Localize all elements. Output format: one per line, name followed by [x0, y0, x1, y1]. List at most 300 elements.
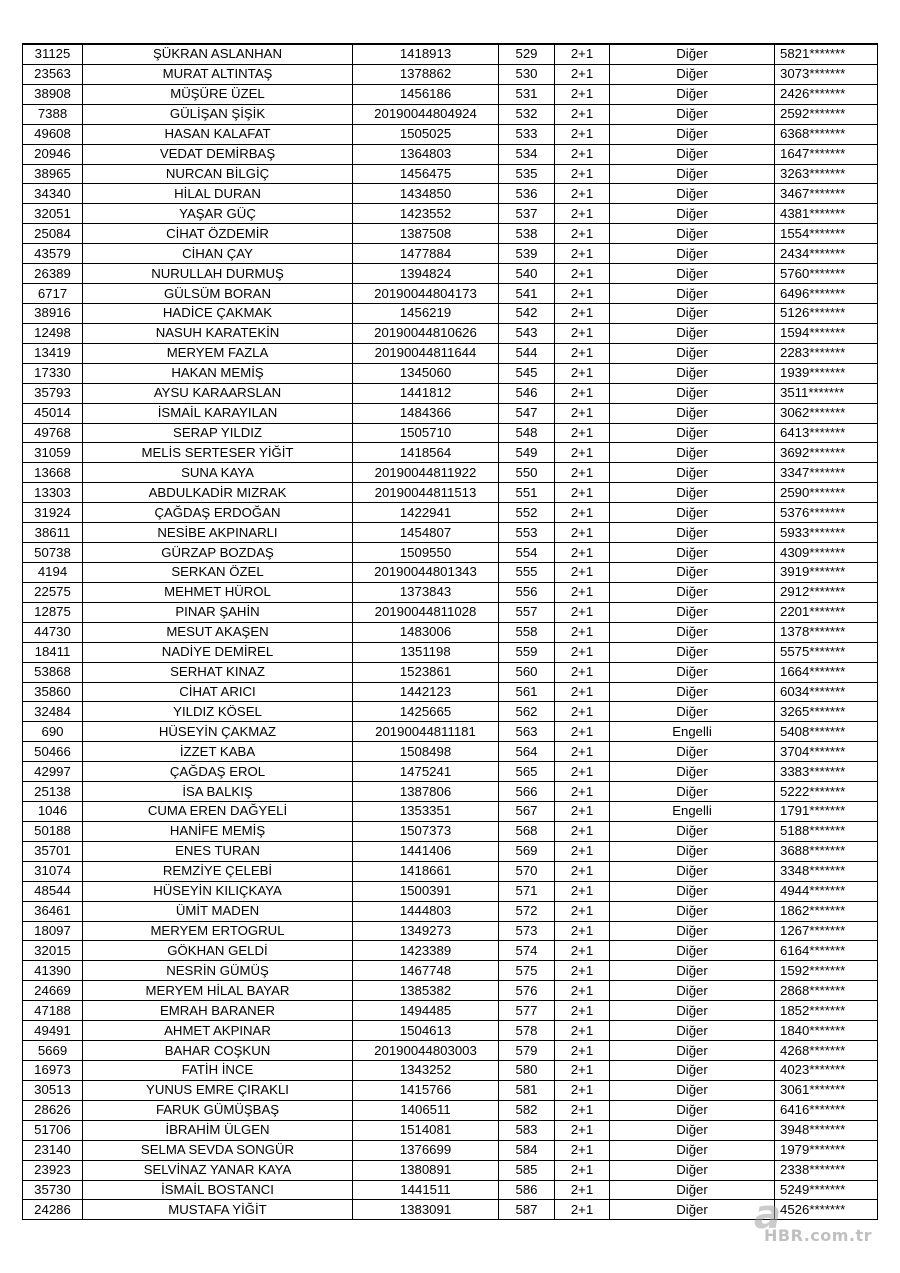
order-cell: 583	[499, 1120, 555, 1140]
order-cell: 556	[499, 582, 555, 602]
order-cell: 568	[499, 821, 555, 841]
room-type-cell: 2+1	[555, 802, 610, 822]
name-cell: İBRAHİM ÜLGEN	[83, 1120, 353, 1140]
category-cell: Diğer	[610, 523, 775, 543]
order-cell: 586	[499, 1180, 555, 1200]
application-no-cell: 1373843	[353, 582, 499, 602]
room-type-cell: 2+1	[555, 204, 610, 224]
room-type-cell: 2+1	[555, 1120, 610, 1140]
category-cell: Diğer	[610, 682, 775, 702]
row-no-cell: 44730	[23, 622, 83, 642]
name-cell: AYSU KARAARSLAN	[83, 383, 353, 403]
name-cell: İSMAİL BOSTANCI	[83, 1180, 353, 1200]
table-row	[23, 423, 878, 443]
category-cell: Diğer	[610, 323, 775, 343]
table-row	[23, 722, 878, 742]
id-no-cell: 5575*******	[775, 642, 878, 662]
name-cell: FATİH İNCE	[83, 1061, 353, 1081]
name-cell: NASUH KARATEKİN	[83, 323, 353, 343]
name-cell: GÜLİŞAN ŞİŞİK	[83, 104, 353, 124]
application-no-cell: 1415766	[353, 1080, 499, 1100]
order-cell: 566	[499, 782, 555, 802]
order-cell: 539	[499, 244, 555, 264]
table-row	[23, 144, 878, 164]
application-no-cell: 1505025	[353, 124, 499, 144]
table-row	[23, 921, 878, 941]
id-no-cell: 2201*******	[775, 602, 878, 622]
table-row	[23, 622, 878, 642]
row-no-cell: 25084	[23, 224, 83, 244]
category-cell: Diğer	[610, 1001, 775, 1021]
room-type-cell: 2+1	[555, 881, 610, 901]
application-no-cell: 1508498	[353, 742, 499, 762]
id-no-cell: 3347*******	[775, 463, 878, 483]
room-type-cell: 2+1	[555, 144, 610, 164]
room-type-cell: 2+1	[555, 1001, 610, 1021]
application-no-cell: 1425665	[353, 702, 499, 722]
name-cell: PINAR ŞAHİN	[83, 602, 353, 622]
name-cell: HASAN KALAFAT	[83, 124, 353, 144]
row-no-cell: 35793	[23, 383, 83, 403]
id-no-cell: 2283*******	[775, 343, 878, 363]
order-cell: 578	[499, 1021, 555, 1041]
category-cell: Diğer	[610, 1160, 775, 1180]
order-cell: 559	[499, 642, 555, 662]
category-cell: Engelli	[610, 802, 775, 822]
category-cell: Diğer	[610, 44, 775, 64]
row-no-cell: 13303	[23, 483, 83, 503]
application-no-cell: 20190044811028	[353, 602, 499, 622]
name-cell: NURCAN BİLGİÇ	[83, 164, 353, 184]
row-no-cell: 47188	[23, 1001, 83, 1021]
order-cell: 540	[499, 264, 555, 284]
id-no-cell: 3704*******	[775, 742, 878, 762]
table-row	[23, 303, 878, 323]
watermark-text: HBR.com.tr	[764, 1226, 873, 1245]
row-no-cell: 36461	[23, 901, 83, 921]
id-no-cell: 3348*******	[775, 861, 878, 881]
name-cell: CİHAT ARICI	[83, 682, 353, 702]
row-no-cell: 49608	[23, 124, 83, 144]
table-row	[23, 323, 878, 343]
row-no-cell: 23140	[23, 1140, 83, 1160]
order-cell: 587	[499, 1200, 555, 1220]
id-no-cell: 4526*******	[775, 1200, 878, 1220]
application-no-cell: 20190044804924	[353, 104, 499, 124]
table-row	[23, 1180, 878, 1200]
application-no-cell: 1477884	[353, 244, 499, 264]
category-cell: Diğer	[610, 204, 775, 224]
id-no-cell: 1267*******	[775, 921, 878, 941]
row-no-cell: 41390	[23, 961, 83, 981]
row-no-cell: 31074	[23, 861, 83, 881]
name-cell: HÜSEYİN ÇAKMAZ	[83, 722, 353, 742]
category-cell: Diğer	[610, 642, 775, 662]
id-no-cell: 5821*******	[775, 44, 878, 64]
name-cell: İZZET KABA	[83, 742, 353, 762]
id-no-cell: 2434*******	[775, 244, 878, 264]
room-type-cell: 2+1	[555, 44, 610, 64]
id-no-cell: 5222*******	[775, 782, 878, 802]
room-type-cell: 2+1	[555, 84, 610, 104]
order-cell: 562	[499, 702, 555, 722]
row-no-cell: 48544	[23, 881, 83, 901]
id-no-cell: 1791*******	[775, 802, 878, 822]
row-no-cell: 7388	[23, 104, 83, 124]
category-cell: Diğer	[610, 244, 775, 264]
name-cell: NESRİN GÜMÜŞ	[83, 961, 353, 981]
category-cell: Diğer	[610, 1021, 775, 1041]
category-cell: Diğer	[610, 1061, 775, 1081]
name-cell: NADİYE DEMİREL	[83, 642, 353, 662]
application-no-cell: 1504613	[353, 1021, 499, 1041]
watermark-logo	[744, 1192, 894, 1260]
category-cell: Diğer	[610, 184, 775, 204]
application-no-cell: 20190044811644	[353, 343, 499, 363]
category-cell: Diğer	[610, 921, 775, 941]
application-no-cell: 1454807	[353, 523, 499, 543]
row-no-cell: 23923	[23, 1160, 83, 1180]
name-cell: GÜLSÜM BORAN	[83, 284, 353, 304]
application-no-cell: 1418913	[353, 44, 499, 64]
application-no-cell: 1351198	[353, 642, 499, 662]
category-cell: Diğer	[610, 841, 775, 861]
category-cell: Diğer	[610, 363, 775, 383]
row-no-cell: 42997	[23, 762, 83, 782]
id-no-cell: 3692*******	[775, 443, 878, 463]
name-cell: MUSTAFA YİĞİT	[83, 1200, 353, 1220]
room-type-cell: 2+1	[555, 961, 610, 981]
row-no-cell: 38908	[23, 84, 83, 104]
id-no-cell: 6368*******	[775, 124, 878, 144]
category-cell: Diğer	[610, 901, 775, 921]
category-cell: Diğer	[610, 543, 775, 563]
room-type-cell: 2+1	[555, 622, 610, 642]
application-no-cell: 1500391	[353, 881, 499, 901]
order-cell: 570	[499, 861, 555, 881]
order-cell: 545	[499, 363, 555, 383]
id-no-cell: 6413*******	[775, 423, 878, 443]
id-no-cell: 6164*******	[775, 941, 878, 961]
order-cell: 555	[499, 562, 555, 582]
row-no-cell: 31125	[23, 44, 83, 64]
table-row	[23, 124, 878, 144]
application-no-cell: 1423389	[353, 941, 499, 961]
room-type-cell: 2+1	[555, 503, 610, 523]
table-row	[23, 1140, 878, 1160]
category-cell: Diğer	[610, 1200, 775, 1220]
order-cell: 542	[499, 303, 555, 323]
order-cell: 585	[499, 1160, 555, 1180]
id-no-cell: 2592*******	[775, 104, 878, 124]
table-row	[23, 503, 878, 523]
order-cell: 553	[499, 523, 555, 543]
table-row	[23, 1041, 878, 1061]
row-no-cell: 28626	[23, 1100, 83, 1120]
table-row	[23, 284, 878, 304]
row-no-cell: 23563	[23, 64, 83, 84]
id-no-cell: 3919*******	[775, 562, 878, 582]
id-no-cell: 6416*******	[775, 1100, 878, 1120]
category-cell: Diğer	[610, 981, 775, 1001]
application-no-cell: 20190044811922	[353, 463, 499, 483]
id-no-cell: 2868*******	[775, 981, 878, 1001]
category-cell: Diğer	[610, 84, 775, 104]
application-no-cell: 1456475	[353, 164, 499, 184]
name-cell: SERKAN ÖZEL	[83, 562, 353, 582]
application-no-cell: 1349273	[353, 921, 499, 941]
order-cell: 584	[499, 1140, 555, 1160]
id-no-cell: 1852*******	[775, 1001, 878, 1021]
id-no-cell: 1939*******	[775, 363, 878, 383]
application-no-cell: 1385382	[353, 981, 499, 1001]
room-type-cell: 2+1	[555, 921, 610, 941]
room-type-cell: 2+1	[555, 861, 610, 881]
application-no-cell: 1442123	[353, 682, 499, 702]
room-type-cell: 2+1	[555, 582, 610, 602]
id-no-cell: 3467*******	[775, 184, 878, 204]
id-no-cell: 2912*******	[775, 582, 878, 602]
id-no-cell: 1664*******	[775, 662, 878, 682]
table-row	[23, 204, 878, 224]
row-no-cell: 50738	[23, 543, 83, 563]
id-no-cell: 6034*******	[775, 682, 878, 702]
application-no-cell: 1434850	[353, 184, 499, 204]
row-no-cell: 1046	[23, 802, 83, 822]
name-cell: FARUK GÜMÜŞBAŞ	[83, 1100, 353, 1120]
category-cell: Diğer	[610, 503, 775, 523]
application-no-cell: 1523861	[353, 662, 499, 682]
order-cell: 561	[499, 682, 555, 702]
room-type-cell: 2+1	[555, 662, 610, 682]
table-row	[23, 782, 878, 802]
order-cell: 575	[499, 961, 555, 981]
application-no-cell: 1444803	[353, 901, 499, 921]
name-cell: NURULLAH DURMUŞ	[83, 264, 353, 284]
category-cell: Diğer	[610, 224, 775, 244]
table-row	[23, 802, 878, 822]
id-no-cell: 3061*******	[775, 1080, 878, 1100]
order-cell: 552	[499, 503, 555, 523]
order-cell: 554	[499, 543, 555, 563]
application-no-cell: 1484366	[353, 403, 499, 423]
table-row	[23, 1061, 878, 1081]
room-type-cell: 2+1	[555, 244, 610, 264]
application-no-cell: 1509550	[353, 543, 499, 563]
room-type-cell: 2+1	[555, 104, 610, 124]
table-row	[23, 941, 878, 961]
id-no-cell: 1862*******	[775, 901, 878, 921]
id-no-cell: 3511*******	[775, 383, 878, 403]
order-cell: 544	[499, 343, 555, 363]
category-cell: Diğer	[610, 284, 775, 304]
room-type-cell: 2+1	[555, 224, 610, 244]
name-cell: HİLAL DURAN	[83, 184, 353, 204]
order-cell: 541	[499, 284, 555, 304]
name-cell: AHMET AKPINAR	[83, 1021, 353, 1041]
id-no-cell: 1378*******	[775, 622, 878, 642]
category-cell: Diğer	[610, 264, 775, 284]
order-cell: 580	[499, 1061, 555, 1081]
category-cell: Diğer	[610, 961, 775, 981]
name-cell: MERYEM HİLAL BAYAR	[83, 981, 353, 1001]
name-cell: ŞÜKRAN ASLANHAN	[83, 44, 353, 64]
row-no-cell: 13668	[23, 463, 83, 483]
name-cell: HÜSEYİN KILIÇKAYA	[83, 881, 353, 901]
application-no-cell: 1418661	[353, 861, 499, 881]
row-no-cell: 38965	[23, 164, 83, 184]
category-cell: Diğer	[610, 861, 775, 881]
name-cell: HADİCE ÇAKMAK	[83, 303, 353, 323]
row-no-cell: 31924	[23, 503, 83, 523]
name-cell: MERYEM FAZLA	[83, 343, 353, 363]
table-row	[23, 343, 878, 363]
row-no-cell: 20946	[23, 144, 83, 164]
name-cell: EMRAH BARANER	[83, 1001, 353, 1021]
id-no-cell: 4381*******	[775, 204, 878, 224]
order-cell: 558	[499, 622, 555, 642]
table-row	[23, 881, 878, 901]
application-no-cell: 20190044811513	[353, 483, 499, 503]
name-cell: SERHAT KINAZ	[83, 662, 353, 682]
order-cell: 563	[499, 722, 555, 742]
name-cell: İSMAİL KARAYILAN	[83, 403, 353, 423]
row-no-cell: 34340	[23, 184, 83, 204]
application-no-cell: 20190044811181	[353, 722, 499, 742]
room-type-cell: 2+1	[555, 702, 610, 722]
application-no-cell: 1378862	[353, 64, 499, 84]
row-no-cell: 32015	[23, 941, 83, 961]
name-cell: SELVİNAZ YANAR KAYA	[83, 1160, 353, 1180]
id-no-cell: 5760*******	[775, 264, 878, 284]
table-row	[23, 1080, 878, 1100]
application-no-cell: 1494485	[353, 1001, 499, 1021]
category-cell: Engelli	[610, 722, 775, 742]
room-type-cell: 2+1	[555, 562, 610, 582]
room-type-cell: 2+1	[555, 1100, 610, 1120]
table-row	[23, 443, 878, 463]
category-cell: Diğer	[610, 303, 775, 323]
application-no-cell: 1505710	[353, 423, 499, 443]
id-no-cell: 3265*******	[775, 702, 878, 722]
category-cell: Diğer	[610, 483, 775, 503]
order-cell: 547	[499, 403, 555, 423]
id-no-cell: 3062*******	[775, 403, 878, 423]
order-cell: 579	[499, 1041, 555, 1061]
table-row	[23, 662, 878, 682]
room-type-cell: 2+1	[555, 1140, 610, 1160]
room-type-cell: 2+1	[555, 303, 610, 323]
table-row	[23, 981, 878, 1001]
category-cell: Diğer	[610, 64, 775, 84]
row-no-cell: 17330	[23, 363, 83, 383]
order-cell: 549	[499, 443, 555, 463]
category-cell: Diğer	[610, 443, 775, 463]
table-row	[23, 483, 878, 503]
order-cell: 548	[499, 423, 555, 443]
id-no-cell: 2426*******	[775, 84, 878, 104]
room-type-cell: 2+1	[555, 841, 610, 861]
order-cell: 533	[499, 124, 555, 144]
row-no-cell: 51706	[23, 1120, 83, 1140]
row-no-cell: 50188	[23, 821, 83, 841]
table-row	[23, 702, 878, 722]
category-cell: Diğer	[610, 762, 775, 782]
id-no-cell: 4309*******	[775, 543, 878, 563]
table-row	[23, 543, 878, 563]
id-no-cell: 3948*******	[775, 1120, 878, 1140]
application-no-cell: 1343252	[353, 1061, 499, 1081]
name-cell: MESUT AKAŞEN	[83, 622, 353, 642]
order-cell: 529	[499, 44, 555, 64]
application-no-cell: 1441812	[353, 383, 499, 403]
table-row	[23, 821, 878, 841]
application-no-cell: 1507373	[353, 821, 499, 841]
category-cell: Diğer	[610, 742, 775, 762]
id-no-cell: 1647*******	[775, 144, 878, 164]
order-cell: 574	[499, 941, 555, 961]
application-no-cell: 1406511	[353, 1100, 499, 1120]
name-cell: SELMA SEVDA SONGÜR	[83, 1140, 353, 1160]
room-type-cell: 2+1	[555, 782, 610, 802]
room-type-cell: 2+1	[555, 284, 610, 304]
category-cell: Diğer	[610, 821, 775, 841]
category-cell: Diğer	[610, 343, 775, 363]
room-type-cell: 2+1	[555, 403, 610, 423]
row-no-cell: 12498	[23, 323, 83, 343]
name-cell: MEHMET HÜROL	[83, 582, 353, 602]
order-cell: 534	[499, 144, 555, 164]
category-cell: Diğer	[610, 622, 775, 642]
table-row	[23, 901, 878, 921]
room-type-cell: 2+1	[555, 722, 610, 742]
category-cell: Diğer	[610, 403, 775, 423]
application-no-cell: 1418564	[353, 443, 499, 463]
room-type-cell: 2+1	[555, 1080, 610, 1100]
category-cell: Diğer	[610, 702, 775, 722]
application-no-cell: 1364803	[353, 144, 499, 164]
name-cell: YUNUS EMRE ÇIRAKLI	[83, 1080, 353, 1100]
application-no-cell: 20190044810626	[353, 323, 499, 343]
name-cell: ÇAĞDAŞ ERDOĞAN	[83, 503, 353, 523]
name-cell: NESİBE AKPINARLI	[83, 523, 353, 543]
row-no-cell: 35730	[23, 1180, 83, 1200]
table-row	[23, 642, 878, 662]
room-type-cell: 2+1	[555, 383, 610, 403]
room-type-cell: 2+1	[555, 323, 610, 343]
category-cell: Diğer	[610, 782, 775, 802]
row-no-cell: 24286	[23, 1200, 83, 1220]
category-cell: Diğer	[610, 1120, 775, 1140]
id-no-cell: 5933*******	[775, 523, 878, 543]
table-row	[23, 682, 878, 702]
name-cell: GÖKHAN GELDİ	[83, 941, 353, 961]
name-cell: MÜŞÜRE ÜZEL	[83, 84, 353, 104]
application-no-cell: 1422941	[353, 503, 499, 523]
application-no-cell: 20190044801343	[353, 562, 499, 582]
table-row	[23, 164, 878, 184]
row-no-cell: 50466	[23, 742, 83, 762]
order-cell: 582	[499, 1100, 555, 1120]
application-no-cell: 1514081	[353, 1120, 499, 1140]
id-no-cell: 3263*******	[775, 164, 878, 184]
application-no-cell: 20190044804173	[353, 284, 499, 304]
order-cell: 530	[499, 64, 555, 84]
table-row	[23, 104, 878, 124]
room-type-cell: 2+1	[555, 1160, 610, 1180]
room-type-cell: 2+1	[555, 443, 610, 463]
order-cell: 565	[499, 762, 555, 782]
